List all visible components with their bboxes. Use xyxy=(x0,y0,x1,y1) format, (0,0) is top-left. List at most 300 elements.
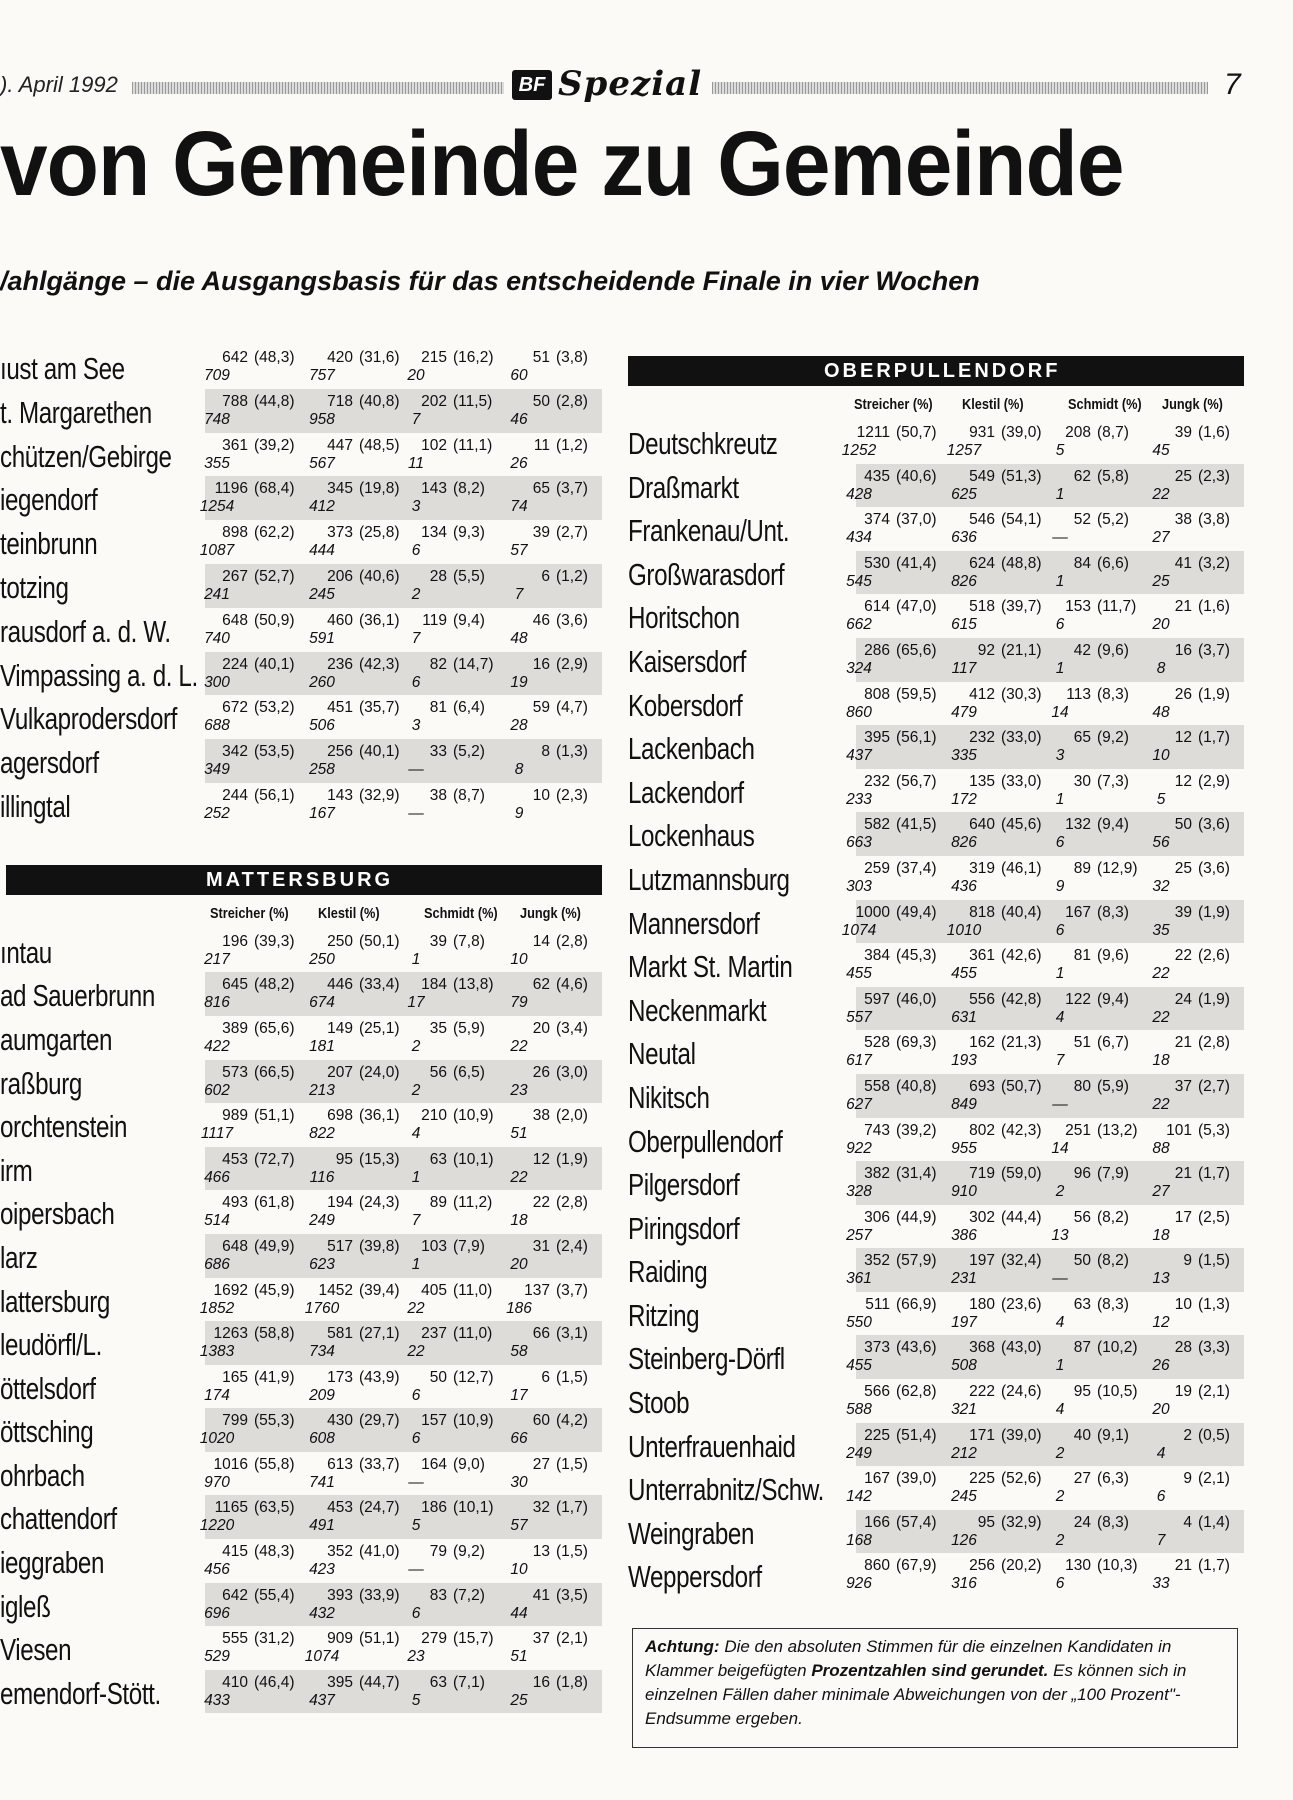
table-row xyxy=(628,900,1244,944)
votes-value: 1692 xyxy=(213,1281,248,1299)
percent-value: (40,8) xyxy=(896,1077,937,1095)
first-round-votes: 186 xyxy=(506,1299,532,1317)
municipality-name: öttsching xyxy=(0,1414,94,1450)
table-row xyxy=(628,1423,1244,1467)
bf-logo-icon: BF xyxy=(512,70,552,100)
votes-value: 39 xyxy=(429,932,447,950)
first-round-votes: — xyxy=(1052,1095,1068,1113)
percent-value: (56,7) xyxy=(896,772,937,790)
percent-value: (7,8) xyxy=(453,932,485,950)
first-round-votes: 6 xyxy=(1055,921,1065,939)
votes-value: 451 xyxy=(327,699,353,717)
votes-value: 528 xyxy=(864,1034,890,1052)
votes-value: 719 xyxy=(969,1165,995,1183)
percent-value: (2,7) xyxy=(556,524,588,542)
votes-value: 96 xyxy=(1073,1165,1091,1183)
percent-value: (59,0) xyxy=(1001,1165,1042,1183)
votes-value: 244 xyxy=(222,786,248,804)
votes-value: 389 xyxy=(222,1019,248,1037)
municipality-name: Großwarasdorf xyxy=(628,556,785,592)
first-round-votes: 27 xyxy=(1152,529,1170,547)
first-round-votes: 1252 xyxy=(841,442,877,459)
percent-value: (32,4) xyxy=(1001,1252,1042,1270)
table-row xyxy=(628,420,1244,464)
votes-value: 648 xyxy=(222,611,248,629)
votes-value: 87 xyxy=(1073,1339,1091,1357)
first-round-votes: 22 xyxy=(1152,1095,1170,1113)
votes-value: 648 xyxy=(222,1237,248,1255)
first-round-votes: 4 xyxy=(1055,1401,1065,1419)
percent-value: (13,2) xyxy=(1097,1121,1138,1139)
first-round-votes: 142 xyxy=(846,1488,872,1506)
votes-value: 186 xyxy=(421,1499,447,1517)
percent-value: (45,3) xyxy=(896,947,937,965)
first-round-votes: 66 xyxy=(510,1430,528,1448)
table-row xyxy=(0,1495,602,1539)
municipality-name: Viesen xyxy=(0,1632,72,1668)
percent-value: (7,9) xyxy=(453,1237,485,1255)
votes-value: 8 xyxy=(541,743,550,761)
votes-value: 39 xyxy=(1174,424,1192,441)
first-round-votes: 1 xyxy=(1055,572,1065,590)
votes-value: 27 xyxy=(532,1455,550,1473)
mattersburg-section-header xyxy=(6,865,602,895)
table-row xyxy=(628,725,1244,769)
first-round-votes: 258 xyxy=(309,761,335,779)
percent-value: (9,4) xyxy=(1097,990,1129,1008)
percent-value: (33,0) xyxy=(1001,772,1042,790)
first-round-votes: 926 xyxy=(846,1575,872,1593)
municipality-name: Lackendorf xyxy=(628,774,744,810)
votes-value: 81 xyxy=(1073,947,1091,965)
first-round-votes: 1 xyxy=(1055,790,1065,808)
percent-value: (3,8) xyxy=(556,349,588,366)
votes-value: 22 xyxy=(532,1194,550,1212)
first-round-votes: 25 xyxy=(1152,572,1170,590)
table-row xyxy=(628,943,1244,987)
table-row xyxy=(0,1016,602,1060)
first-round-votes: 45 xyxy=(1152,442,1170,459)
votes-value: 613 xyxy=(327,1455,353,1473)
votes-value: 35 xyxy=(429,1019,447,1037)
percent-value: (47,0) xyxy=(896,598,937,616)
note-label: Achtung: xyxy=(645,1637,720,1656)
votes-value: 31 xyxy=(532,1237,550,1255)
percent-value: (43,0) xyxy=(1001,1339,1042,1357)
percent-value: (2,1) xyxy=(1198,1383,1230,1401)
first-round-votes: 4 xyxy=(411,1125,421,1143)
municipality-name: Kobersdorf xyxy=(628,687,743,723)
percent-value: (25,1) xyxy=(359,1019,400,1037)
votes-value: 50 xyxy=(1174,816,1192,834)
votes-value: 1452 xyxy=(318,1281,353,1299)
first-round-votes: 1 xyxy=(411,1168,421,1186)
percent-value: (72,7) xyxy=(254,1150,295,1168)
votes-value: 16 xyxy=(532,655,550,673)
votes-value: 352 xyxy=(327,1543,353,1561)
votes-value: 517 xyxy=(327,1237,353,1255)
municipality-name: Raiding xyxy=(628,1254,708,1290)
percent-value: (46,1) xyxy=(1001,859,1042,877)
municipality-name: Nikitsch xyxy=(628,1079,710,1115)
first-round-votes: 168 xyxy=(846,1531,872,1549)
percent-value: (1,2) xyxy=(556,567,588,585)
votes-value: 95 xyxy=(1073,1383,1091,1401)
oberpullendorf-title: OBERPULLENDORF xyxy=(824,360,1061,382)
table-row xyxy=(0,1408,602,1452)
first-round-votes: — xyxy=(1052,1270,1068,1288)
first-round-votes: — xyxy=(408,1561,424,1579)
votes-value: 518 xyxy=(969,598,995,616)
first-round-votes: 321 xyxy=(951,1401,977,1419)
first-round-votes: 48 xyxy=(1152,703,1170,721)
percent-value: (12,9) xyxy=(1097,859,1138,877)
votes-value: 184 xyxy=(421,976,447,994)
votes-value: 546 xyxy=(969,511,995,529)
votes-value: 384 xyxy=(864,947,890,965)
first-round-votes: 260 xyxy=(309,673,335,691)
percent-value: (48,8) xyxy=(1001,554,1042,572)
percent-value: (55,8) xyxy=(254,1455,295,1473)
votes-value: 164 xyxy=(421,1455,447,1473)
first-round-votes: 14 xyxy=(1051,1139,1069,1157)
first-round-votes: 213 xyxy=(309,1081,335,1099)
percent-value: (1,7) xyxy=(556,1499,588,1517)
votes-value: 13 xyxy=(532,1543,550,1561)
first-round-votes: 233 xyxy=(846,790,872,808)
votes-value: 232 xyxy=(864,772,890,790)
first-round-votes: 20 xyxy=(510,1255,528,1273)
table-row xyxy=(0,1626,602,1670)
votes-value: 860 xyxy=(864,1557,890,1575)
votes-value: 802 xyxy=(969,1121,995,1139)
votes-value: 173 xyxy=(327,1368,353,1386)
votes-value: 9 xyxy=(1183,1252,1192,1270)
percent-value: (54,1) xyxy=(1001,511,1042,529)
votes-value: 909 xyxy=(327,1630,353,1648)
votes-value: 640 xyxy=(969,816,995,834)
votes-value: 167 xyxy=(864,1470,890,1488)
first-round-votes: 18 xyxy=(510,1212,528,1230)
votes-value: 65 xyxy=(532,480,550,498)
first-round-votes: 252 xyxy=(204,804,230,822)
votes-value: 40 xyxy=(1073,1426,1091,1444)
percent-value: (5,5) xyxy=(453,567,485,585)
first-round-votes: 508 xyxy=(951,1357,977,1375)
votes-value: 51 xyxy=(532,349,550,366)
first-round-votes: 8 xyxy=(514,761,524,779)
percent-value: (3,7) xyxy=(556,480,588,498)
votes-value: 89 xyxy=(429,1194,447,1212)
first-round-votes: 466 xyxy=(204,1168,230,1186)
first-round-votes: 1 xyxy=(1055,485,1065,503)
votes-value: 21 xyxy=(1174,1165,1192,1183)
first-round-votes: 6 xyxy=(411,1430,421,1448)
first-round-votes: 6 xyxy=(1055,834,1065,852)
first-round-votes: 32 xyxy=(1152,877,1170,895)
votes-value: 382 xyxy=(864,1165,890,1183)
votes-value: 4 xyxy=(1183,1513,1192,1531)
percent-value: (42,6) xyxy=(1001,947,1042,965)
header-rule-left xyxy=(132,82,504,94)
first-round-votes: 48 xyxy=(510,629,528,647)
first-round-votes: — xyxy=(408,761,424,779)
first-round-votes: 116 xyxy=(309,1168,335,1186)
votes-value: 41 xyxy=(1174,554,1192,572)
votes-value: 259 xyxy=(864,859,890,877)
first-round-votes: 22 xyxy=(407,1299,425,1317)
votes-value: 16 xyxy=(532,1673,550,1691)
percent-value: (42,8) xyxy=(1001,990,1042,1008)
percent-value: (35,7) xyxy=(359,699,400,717)
votes-value: 113 xyxy=(1066,685,1091,703)
percent-value: (5,2) xyxy=(1097,511,1129,529)
municipality-name: ieggraben xyxy=(0,1545,105,1581)
table-row xyxy=(628,638,1244,682)
first-round-votes: 14 xyxy=(1051,703,1069,721)
percent-value: (27,1) xyxy=(359,1325,400,1343)
municipality-name: ad Sauerbrunn xyxy=(0,978,155,1014)
votes-value: 62 xyxy=(1073,467,1091,485)
percent-value: (7,9) xyxy=(1097,1165,1129,1183)
votes-value: 818 xyxy=(969,903,995,921)
percent-value: (1,9) xyxy=(1198,990,1230,1008)
votes-value: 167 xyxy=(1065,903,1091,921)
votes-value: 84 xyxy=(1073,554,1091,572)
percent-value: (1,7) xyxy=(1198,729,1230,747)
percent-value: (7,3) xyxy=(1097,772,1129,790)
first-round-votes: 7 xyxy=(411,1212,421,1230)
table-row xyxy=(0,1190,602,1234)
votes-value: 1211 xyxy=(856,424,890,441)
table-row xyxy=(0,1147,602,1191)
first-round-votes: 456 xyxy=(204,1561,230,1579)
table-row xyxy=(0,972,602,1016)
municipality-name: irm xyxy=(0,1152,33,1188)
first-round-votes: 955 xyxy=(951,1139,977,1157)
votes-value: 642 xyxy=(222,1586,248,1604)
percent-value: (53,2) xyxy=(254,699,295,717)
votes-value: 38 xyxy=(532,1107,550,1125)
spezial-wordmark: Spezial xyxy=(558,64,703,104)
percent-value: (9,4) xyxy=(453,611,485,629)
percent-value: (11,2) xyxy=(453,1194,493,1212)
first-round-votes: 12 xyxy=(1152,1313,1170,1331)
votes-value: 374 xyxy=(864,511,890,529)
percent-value: (41,9) xyxy=(254,1368,295,1386)
first-round-votes: 324 xyxy=(846,659,872,677)
municipality-name: iegendorf xyxy=(0,482,98,518)
first-round-votes: 349 xyxy=(204,761,230,779)
first-round-votes: — xyxy=(1052,529,1068,547)
percent-value: (51,1) xyxy=(359,1630,400,1648)
table-row xyxy=(0,1103,602,1147)
table-row xyxy=(0,345,602,389)
first-round-votes: 212 xyxy=(951,1444,977,1462)
municipality-name: öttelsdorf xyxy=(0,1370,96,1406)
first-round-votes: 1087 xyxy=(199,542,235,560)
percent-value: (14,7) xyxy=(453,655,494,673)
percent-value: (37,0) xyxy=(896,511,937,529)
percent-value: (44,8) xyxy=(254,392,295,410)
first-round-votes: 432 xyxy=(309,1604,335,1622)
first-round-votes: 60 xyxy=(510,367,528,384)
votes-value: 66 xyxy=(532,1325,550,1343)
first-round-votes: 22 xyxy=(407,1343,425,1361)
votes-value: 556 xyxy=(969,990,995,1008)
votes-value: 215 xyxy=(421,349,447,366)
first-round-votes: 1010 xyxy=(946,921,982,939)
votes-value: 373 xyxy=(327,524,353,542)
right-column xyxy=(628,356,1244,1597)
percent-value: (45,6) xyxy=(1001,816,1042,834)
percent-value: (2,0) xyxy=(556,1107,588,1125)
votes-value: 1000 xyxy=(855,903,890,921)
percent-value: (1,7) xyxy=(1198,1557,1230,1575)
percent-value: (1,6) xyxy=(1198,424,1230,441)
municipality-name: Deutschkreutz xyxy=(628,426,778,461)
votes-value: 194 xyxy=(327,1194,353,1212)
votes-value: 143 xyxy=(421,480,447,498)
votes-value: 196 xyxy=(222,932,248,950)
mattersburg-table xyxy=(0,929,602,1714)
votes-value: 59 xyxy=(532,699,550,717)
votes-value: 361 xyxy=(222,436,248,454)
votes-value: 808 xyxy=(864,685,890,703)
first-round-votes: 167 xyxy=(309,804,335,822)
votes-value: 672 xyxy=(222,699,248,717)
percent-value: (40,8) xyxy=(359,392,400,410)
first-round-votes: 303 xyxy=(846,877,872,895)
municipality-name: Lockenhaus xyxy=(628,818,755,854)
percent-value: (65,6) xyxy=(896,641,937,659)
first-round-votes: 22 xyxy=(510,1037,528,1055)
votes-value: 1196 xyxy=(214,480,248,498)
first-round-votes: 6 xyxy=(1156,1488,1166,1506)
percent-value: (8,3) xyxy=(1097,903,1129,921)
municipality-name: Neckenmarkt xyxy=(628,992,767,1028)
municipality-name: Vimpassing a. d. L. xyxy=(0,657,198,693)
first-round-votes: 545 xyxy=(846,572,872,590)
first-round-votes: 455 xyxy=(846,1357,872,1375)
table-row xyxy=(628,1030,1244,1074)
votes-value: 698 xyxy=(327,1107,353,1125)
percent-value: (1,5) xyxy=(556,1368,588,1386)
percent-value: (8,2) xyxy=(1097,1252,1129,1270)
first-round-votes: 1 xyxy=(1055,1357,1065,1375)
votes-value: 345 xyxy=(327,480,353,498)
percent-value: (5,9) xyxy=(1097,1077,1129,1095)
percent-value: (12,7) xyxy=(453,1368,494,1386)
percent-value: (11,7) xyxy=(1097,598,1137,616)
percent-value: (33,7) xyxy=(359,1455,400,1473)
first-round-votes: 7 xyxy=(411,410,421,428)
first-round-votes: 13 xyxy=(1152,1270,1170,1288)
first-round-votes: 688 xyxy=(204,717,230,735)
votes-value: 582 xyxy=(864,816,890,834)
first-round-votes: 9 xyxy=(1055,877,1065,895)
percent-value: (48,3) xyxy=(254,349,295,366)
percent-value: (6,3) xyxy=(1097,1470,1129,1488)
votes-value: 250 xyxy=(327,932,353,950)
votes-value: 6 xyxy=(541,1368,550,1386)
percent-value: (50,1) xyxy=(359,932,400,950)
votes-value: 25 xyxy=(1174,859,1192,877)
municipality-name: Horitschon xyxy=(628,600,740,636)
first-round-votes: 436 xyxy=(951,877,977,895)
first-round-votes: 44 xyxy=(510,1604,528,1622)
headline: von Gemeinde zu Gemeinde xyxy=(0,113,1124,215)
municipality-name: Weppersdorf xyxy=(628,1559,762,1595)
votes-value: 101 xyxy=(1166,1121,1192,1139)
first-round-votes: 361 xyxy=(846,1270,872,1288)
percent-value: (2,8) xyxy=(556,392,588,410)
first-round-votes: 30 xyxy=(510,1473,528,1491)
top-results-table xyxy=(0,345,602,827)
municipality-name: Unterrabnitz/Schw. xyxy=(628,1472,824,1508)
table-row xyxy=(0,433,602,477)
percent-value: (30,3) xyxy=(1001,685,1042,703)
percent-value: (51,4) xyxy=(896,1426,937,1444)
votes-value: 415 xyxy=(222,1543,248,1561)
table-row xyxy=(628,1205,1244,1249)
first-round-votes: 826 xyxy=(951,572,977,590)
first-round-votes: 514 xyxy=(204,1212,230,1230)
percent-value: (39,3) xyxy=(254,932,295,950)
first-round-votes: 2 xyxy=(411,1037,421,1055)
percent-value: (24,7) xyxy=(359,1499,400,1517)
votes-value: 56 xyxy=(429,1063,447,1081)
first-round-votes: 197 xyxy=(951,1313,977,1331)
votes-value: 11 xyxy=(533,436,550,454)
municipality-name: illingtal xyxy=(0,788,71,824)
percent-value: (39,2) xyxy=(254,436,295,454)
votes-value: 511 xyxy=(865,1295,890,1313)
percent-value: (9,2) xyxy=(1097,729,1129,747)
table-row xyxy=(0,1583,602,1627)
municipality-name: totzing xyxy=(0,569,69,605)
votes-value: 207 xyxy=(327,1063,353,1081)
votes-value: 225 xyxy=(864,1426,890,1444)
percent-value: (8,3) xyxy=(1097,1295,1129,1313)
votes-value: 236 xyxy=(327,655,353,673)
first-round-votes: 1074 xyxy=(841,921,877,939)
municipality-name: Pilgersdorf xyxy=(628,1167,740,1203)
first-round-votes: 3 xyxy=(411,717,421,735)
votes-value: 21 xyxy=(1174,1034,1192,1052)
percent-value: (41,0) xyxy=(359,1543,400,1561)
first-round-votes: 627 xyxy=(846,1095,872,1113)
votes-value: 373 xyxy=(864,1339,890,1357)
first-round-votes: 617 xyxy=(846,1052,872,1070)
percent-value: (48,3) xyxy=(254,1543,295,1561)
table-row xyxy=(628,464,1244,508)
first-round-votes: 4 xyxy=(1055,1008,1065,1026)
votes-value: 63 xyxy=(1073,1295,1091,1313)
votes-value: 28 xyxy=(1174,1339,1192,1357)
votes-value: 41 xyxy=(532,1586,550,1604)
percent-value: (62,2) xyxy=(254,524,295,542)
votes-value: 20 xyxy=(532,1019,550,1037)
table-row xyxy=(0,1539,602,1583)
percent-value: (5,8) xyxy=(1097,467,1129,485)
municipality-name: raßburg xyxy=(0,1065,82,1101)
percent-value: (58,8) xyxy=(254,1325,295,1343)
percent-value: (9,6) xyxy=(1097,947,1129,965)
votes-value: 12 xyxy=(1174,772,1192,790)
col-head-jungk: Jungk (%) xyxy=(1162,396,1223,413)
votes-value: 573 xyxy=(222,1063,248,1081)
